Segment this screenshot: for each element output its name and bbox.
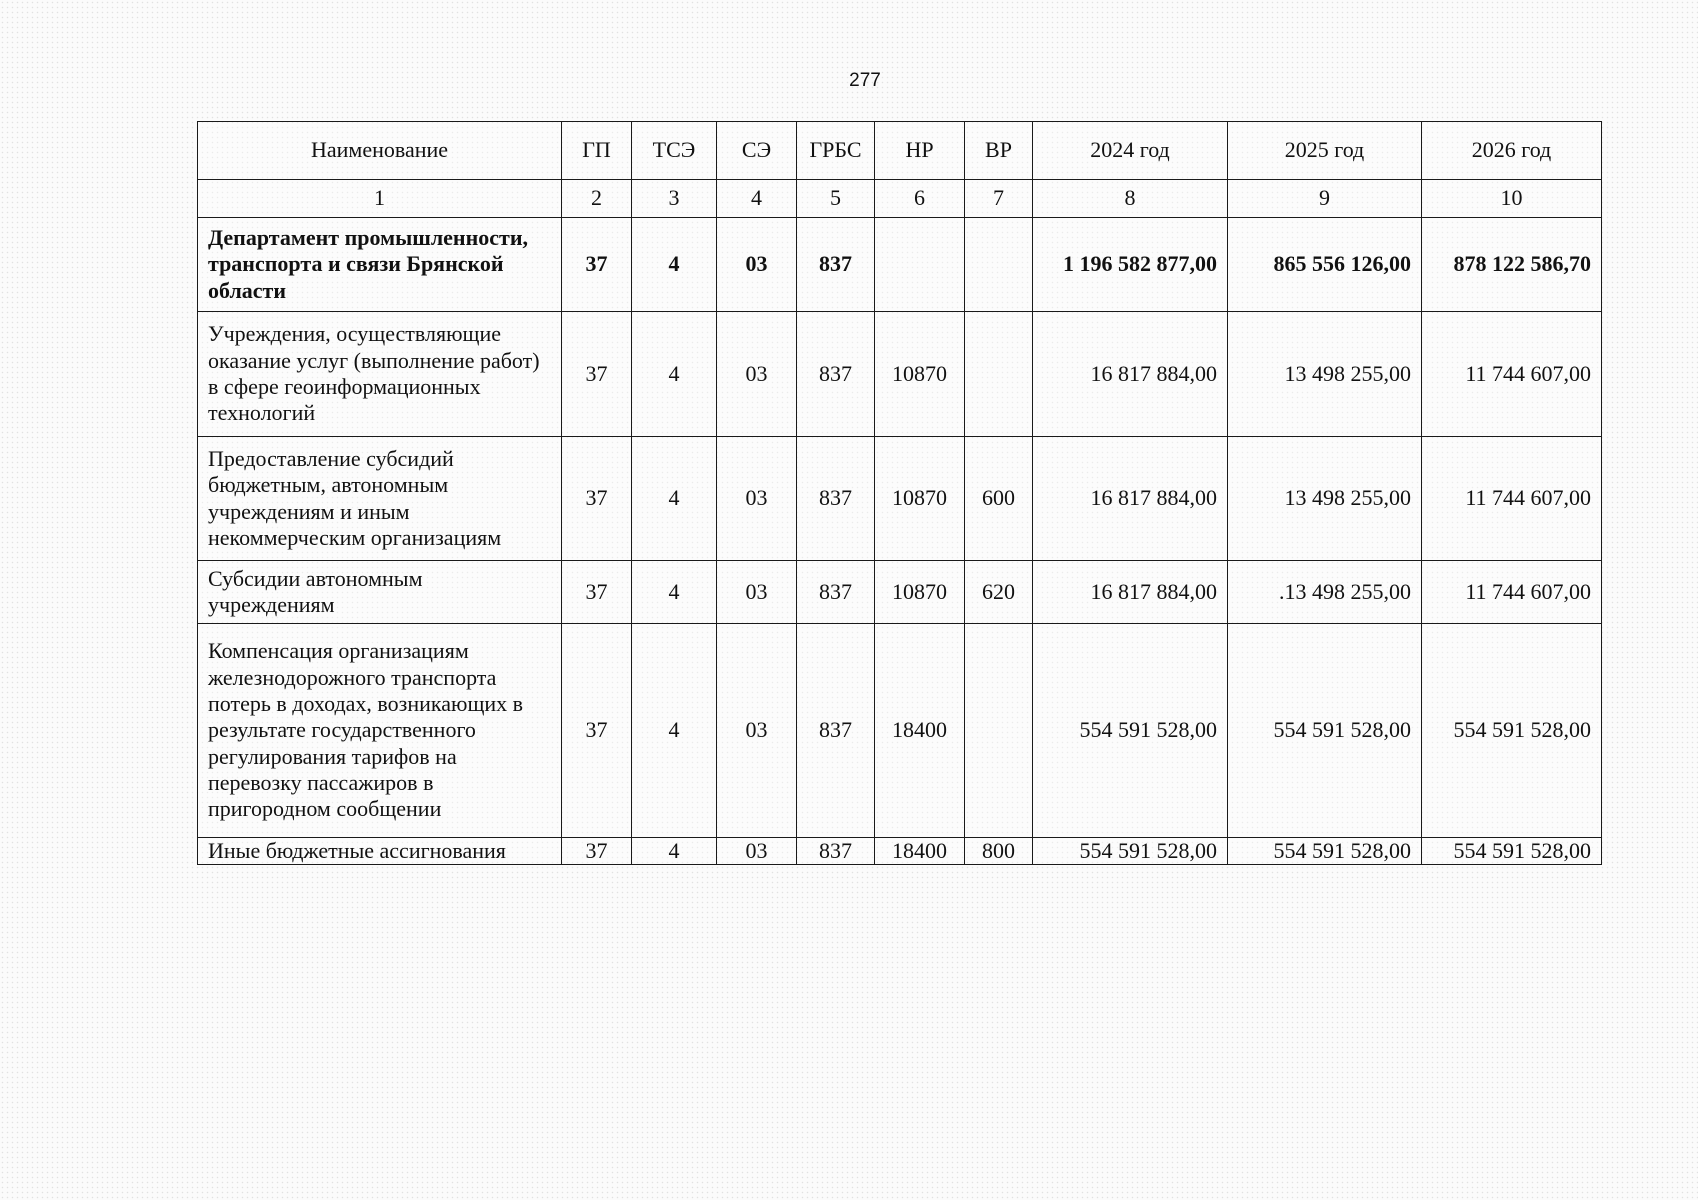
cell-grbs: 837 xyxy=(797,624,875,838)
cell-2026: 11 744 607,00 xyxy=(1422,312,1602,437)
cell-2024: 1 196 582 877,00 xyxy=(1033,218,1228,312)
table-row xyxy=(198,838,1602,865)
cell-grbs: 837 xyxy=(797,312,875,437)
column-number: 10 xyxy=(1422,180,1602,218)
cell-vr xyxy=(965,312,1033,437)
cell-2026: 11 744 607,00 xyxy=(1422,437,1602,561)
header-2025: 2025 год xyxy=(1228,122,1422,180)
row-name: Предоставление субсидий бюджетным, автономным учреждениям и иным некоммерческим организациям xyxy=(198,437,562,561)
cell-tse: 4 xyxy=(632,561,717,624)
cell-se: 03 xyxy=(717,561,797,624)
cell-vr: 600 xyxy=(965,437,1033,561)
page-number: 277 xyxy=(849,70,881,91)
cell-se: 03 xyxy=(717,624,797,838)
column-number: 5 xyxy=(797,180,875,218)
cell-2026: 554 591 528,00 xyxy=(1422,838,1602,865)
table-row xyxy=(198,561,1602,624)
cell-gp: 37 xyxy=(562,838,632,865)
table-row xyxy=(198,624,1602,838)
header-name: Наименование xyxy=(198,122,562,180)
cell-2024: 554 591 528,00 xyxy=(1033,624,1228,838)
cell-gp: 37 xyxy=(562,218,632,312)
cell-nr: 18400 xyxy=(875,838,965,865)
column-number: 4 xyxy=(717,180,797,218)
table-row xyxy=(198,437,1602,561)
cell-vr xyxy=(965,624,1033,838)
cell-2025: 554 591 528,00 xyxy=(1228,838,1422,865)
row-name: Учреждения, осуществляющие оказание услуг (выполнение работ) в сфере геоинформационных технологий xyxy=(198,312,562,437)
cell-grbs: 837 xyxy=(797,437,875,561)
row-name: Субсидии автономным учреждениям xyxy=(198,561,562,624)
cell-tse: 4 xyxy=(632,218,717,312)
cell-gp: 37 xyxy=(562,624,632,838)
row-name: Департамент промышленности, транспорта и связи Брянской области xyxy=(198,218,562,312)
column-number: 9 xyxy=(1228,180,1422,218)
cell-2024: 16 817 884,00 xyxy=(1033,561,1228,624)
header-grbs: ГРБС xyxy=(797,122,875,180)
cell-nr: 18400 xyxy=(875,624,965,838)
table-row xyxy=(198,218,1602,312)
cell-2024: 16 817 884,00 xyxy=(1033,437,1228,561)
cell-2025: .13 498 255,00 xyxy=(1228,561,1422,624)
cell-2025: 554 591 528,00 xyxy=(1228,624,1422,838)
cell-2026: 554 591 528,00 xyxy=(1422,624,1602,838)
row-name: Иные бюджетные ассигнования xyxy=(198,838,562,865)
cell-se: 03 xyxy=(717,838,797,865)
cell-tse: 4 xyxy=(632,624,717,838)
cell-nr: 10870 xyxy=(875,312,965,437)
table-row xyxy=(198,312,1602,437)
column-number: 3 xyxy=(632,180,717,218)
column-number: 1 xyxy=(198,180,562,218)
column-number: 7 xyxy=(965,180,1033,218)
column-number: 8 xyxy=(1033,180,1228,218)
cell-grbs: 837 xyxy=(797,838,875,865)
cell-se: 03 xyxy=(717,312,797,437)
cell-se: 03 xyxy=(717,218,797,312)
header-2024: 2024 год xyxy=(1033,122,1228,180)
cell-se: 03 xyxy=(717,437,797,561)
header-tse: ТСЭ xyxy=(632,122,717,180)
cell-2026: 878 122 586,70 xyxy=(1422,218,1602,312)
cell-nr: 10870 xyxy=(875,561,965,624)
column-number: 2 xyxy=(562,180,632,218)
cell-2025: 13 498 255,00 xyxy=(1228,312,1422,437)
header-row xyxy=(198,122,1602,180)
row-name: Компенсация организациям железнодорожного транспорта потерь в доходах, возникающих в результате государственного регулирования тарифов на перевозку пассажиров в пригородном сообщении xyxy=(198,624,562,838)
cell-nr: 10870 xyxy=(875,437,965,561)
header-2026: 2026 год xyxy=(1422,122,1602,180)
cell-2025: 865 556 126,00 xyxy=(1228,218,1422,312)
column-number: 6 xyxy=(875,180,965,218)
cell-grbs: 837 xyxy=(797,561,875,624)
cell-tse: 4 xyxy=(632,312,717,437)
header-vr: ВР xyxy=(965,122,1033,180)
column-number-row xyxy=(198,180,1602,218)
cell-2026: 11 744 607,00 xyxy=(1422,561,1602,624)
cell-tse: 4 xyxy=(632,437,717,561)
cell-nr xyxy=(875,218,965,312)
cell-grbs: 837 xyxy=(797,218,875,312)
cell-vr xyxy=(965,218,1033,312)
budget-table xyxy=(197,121,1602,865)
header-gp: ГП xyxy=(562,122,632,180)
cell-2024: 554 591 528,00 xyxy=(1033,838,1228,865)
cell-2024: 16 817 884,00 xyxy=(1033,312,1228,437)
cell-tse: 4 xyxy=(632,838,717,865)
header-nr: НР xyxy=(875,122,965,180)
header-se: СЭ xyxy=(717,122,797,180)
cell-2025: 13 498 255,00 xyxy=(1228,437,1422,561)
cell-vr: 800 xyxy=(965,838,1033,865)
cell-gp: 37 xyxy=(562,561,632,624)
cell-gp: 37 xyxy=(562,312,632,437)
cell-vr: 620 xyxy=(965,561,1033,624)
cell-gp: 37 xyxy=(562,437,632,561)
